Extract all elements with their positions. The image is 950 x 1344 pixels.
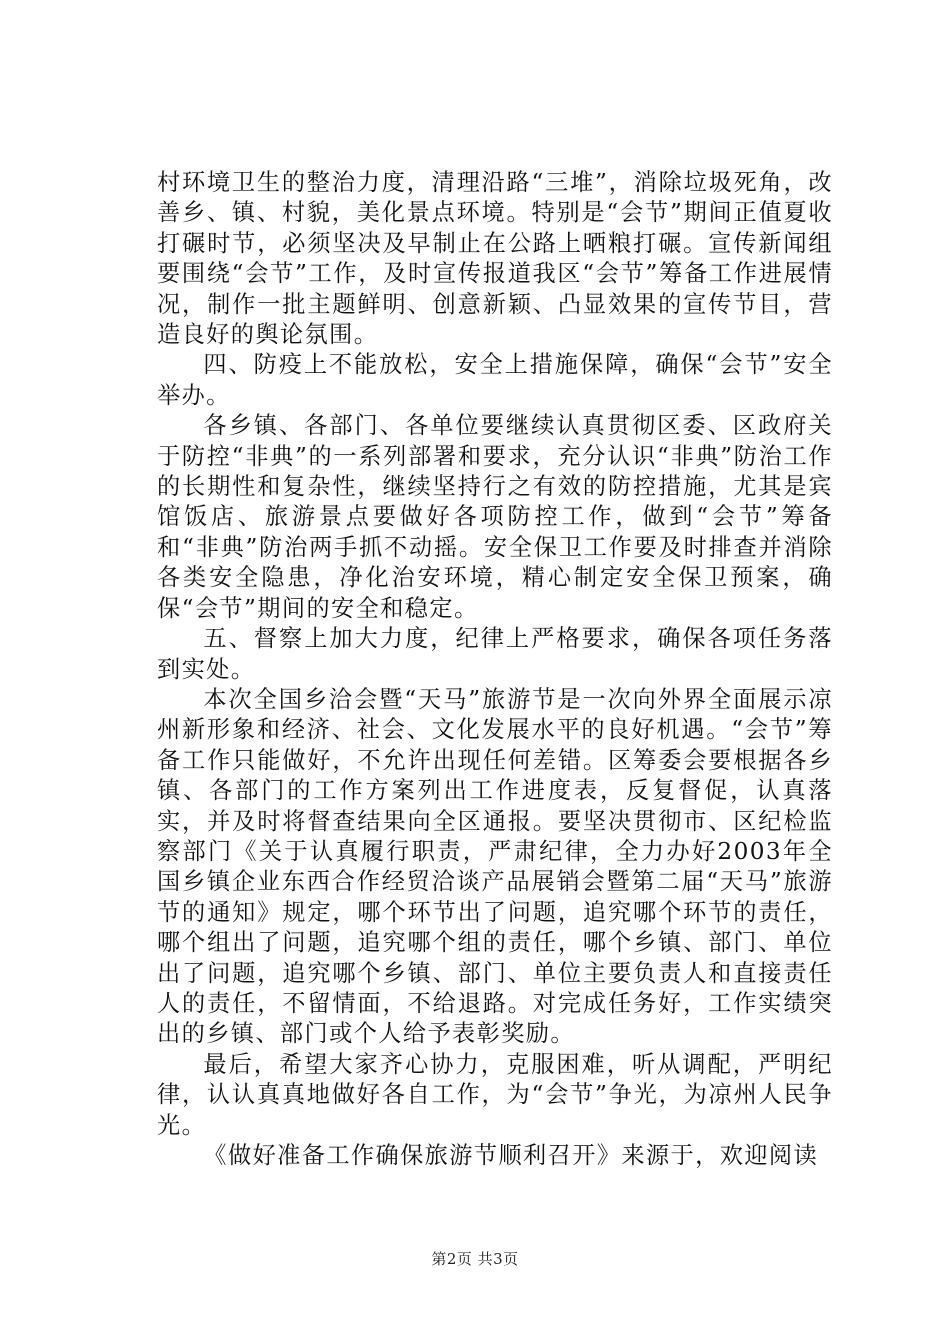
section-heading-five: 五、督察上加大力度，纪律上严格要求，确保各项任务落到实处。	[157, 625, 833, 683]
paragraph-source-note: 《做好准备工作确保旅游节顺利召开》来源于，欢迎阅读	[203, 1142, 819, 1169]
page-footer: 第2页 共3页	[431, 1250, 519, 1268]
paragraph-continuation: 村环境卫生的整治力度，清理沿路“三堆”，消除垃圾死角，改善乡、镇、村貌，美化景点环境。特别是“会节”期间正值夏收打碾时节，必须坚决及早制止在公路上晒粮打碾。宣传新闻组要围绕“会节”工作，及时宣传报道我区“会节”筹备工作进展情况，制作一批主题鲜明、创意新颖、凸显效果的宣传节目，营造良好的舆论氛围。	[157, 169, 833, 349]
section-heading-four: 四、防疫上不能放松，安全上措施保障，确保“会节”安全举办。	[157, 351, 833, 409]
paragraph-epidemic-safety: 各乡镇、各部门、各单位要继续认真贯彻区委、区政府关于防控“非典”的一系列部署和要求，充分认识“非典”防治工作的长期性和复杂性，继续坚持行之有效的防控措施，尤其是宾馆饭店、旅游景点要做好各项防控工作，做到“会节”筹备和“非典”防治两手抓不动摇。安全保卫工作要及时排查并消除各类安全隐患，净化治安环境，精心制定安全保卫预案，确保“会节”期间的安全和稳定。	[157, 412, 833, 622]
paragraph-closing: 最后，希望大家齐心协力，克服困难，听从调配，严明纪律，认认真真地做好各自工作，为“会节”争光，为凉州人民争光。	[157, 1050, 833, 1139]
document-body	[157, 168, 833, 1171]
paragraph-supervision-discipline: 本次全国乡洽会暨“天马”旅游节是一次向外界全面展示凉州新形象和经济、社会、文化发展水平的良好机遇。“会节”筹备工作只能做好，不允许出现任何差错。区筹委会要根据各乡镇、各部门的工作方案列出工作进度表，反复督促，认真落实，并及时将督查结果向全区通报。要坚决贯彻市、区纪检监察部门《关于认真履行职责，严肃纪律，全力办好2003年全国乡镇企业东西合作经贸洽谈产品展销会暨第二届“天马”旅游节的通知》规定，哪个环节出了问题，追究哪个环节的责任，哪个组出了问题，追究哪个组的责任，哪个乡镇、部门、单位出了问题，追究哪个乡镇、部门、单位主要负责人和直接责任人的责任，不留情面，不给退路。对完成任务好，工作实绩突出的乡镇、部门或个人给予表彰奖励。	[157, 685, 833, 1048]
